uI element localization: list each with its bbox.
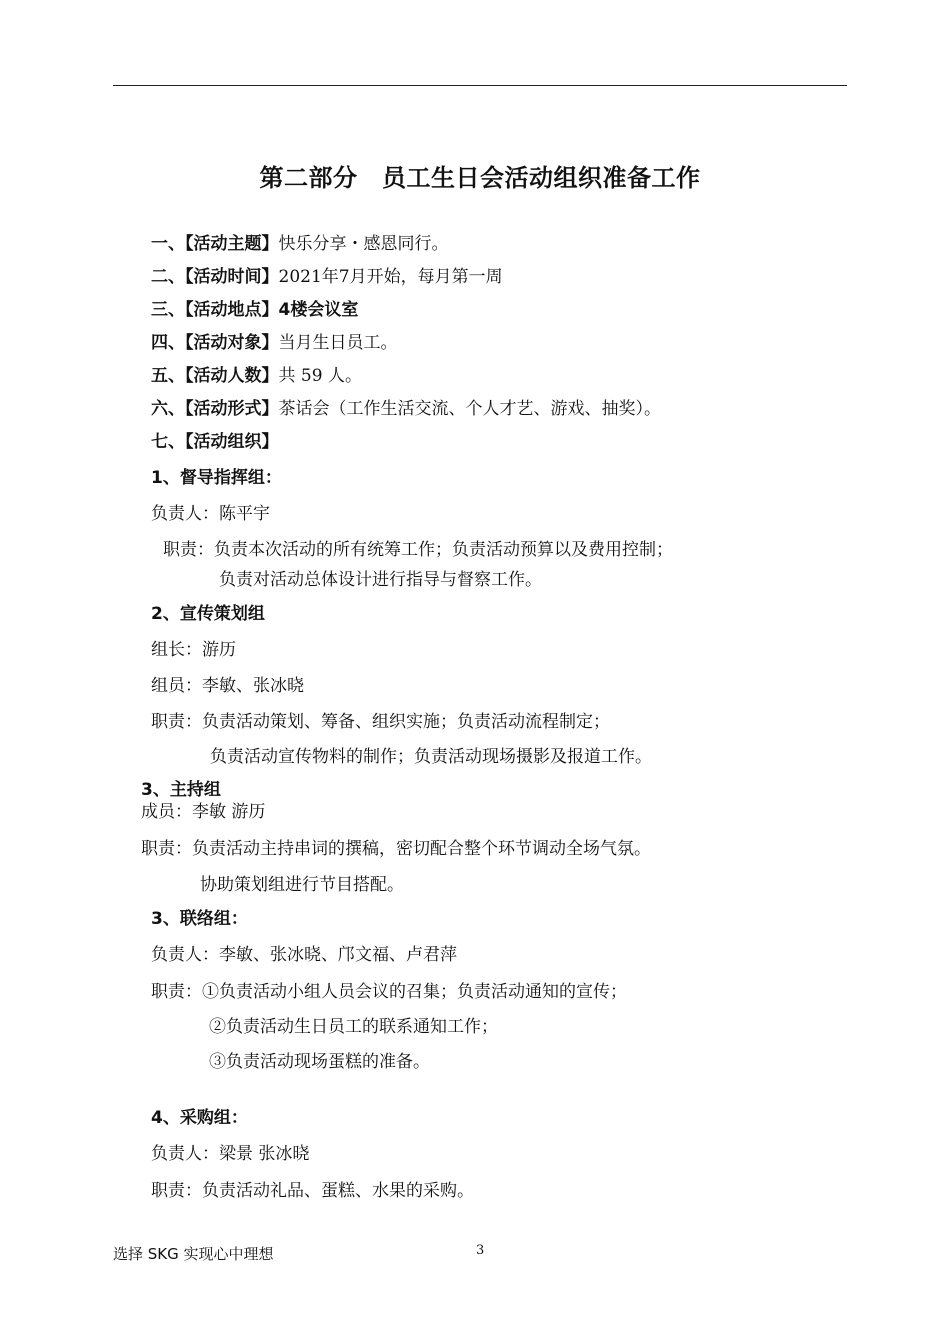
page-number: 3 — [476, 1243, 485, 1258]
group-duty: ②负责活动生日员工的联系通知工作； — [209, 1017, 498, 1037]
item-time — [151, 266, 503, 288]
page-title: 第二部分 员工生日会活动组织准备工作 — [259, 164, 701, 192]
group-heading-planning: 2、宣传策划组 — [151, 604, 265, 624]
header-rule — [113, 85, 847, 86]
group-duty: 职责：负责活动主持串词的撰稿，密切配合整个环节调动全场气氛。 — [141, 839, 651, 859]
item-number: 一、 — [151, 234, 185, 254]
item-label: 【活动人数】 — [185, 366, 279, 386]
item-text: 2021年7月开始，每月第一周 — [278, 267, 503, 287]
group-duty: 职责：负责活动策划、筹备、组织实施；负责活动流程制定； — [151, 712, 610, 732]
group-leader: 负责人：梁景 张冰晓 — [151, 1144, 310, 1164]
item-label: 【活动主题】 — [185, 234, 279, 254]
item-label: 【活动组织】 — [185, 432, 279, 452]
item-label: 【活动形式】 — [185, 399, 279, 419]
item-format — [151, 398, 661, 420]
item-label: 【活动对象】 — [185, 333, 279, 353]
item-theme — [151, 233, 449, 255]
group-heading-purchasing: 4、采购组： — [151, 1108, 248, 1128]
item-label: 【活动地点】 — [185, 300, 279, 320]
group-duty: 职责：①负责活动小组人员会议的召集；负责活动通知的宣传； — [151, 982, 627, 1002]
group-members: 成员：李敏 游历 — [141, 802, 266, 822]
group-members: 组员：李敏、张冰晓 — [151, 676, 304, 696]
item-text: 4楼会议室 — [278, 300, 359, 320]
item-number: 二、 — [151, 267, 185, 287]
item-number: 七、 — [151, 432, 185, 452]
group-duty: 职责：负责本次活动的所有统筹工作；负责活动预算以及费用控制； — [163, 540, 673, 560]
item-headcount — [151, 365, 362, 387]
group-leader: 负责人：李敏、张冰晓、邝文福、卢君萍 — [151, 945, 457, 965]
item-label: 【活动时间】 — [185, 267, 279, 287]
group-duty: ③负责活动现场蛋糕的准备。 — [209, 1052, 430, 1072]
group-leader: 负责人：陈平宇 — [151, 504, 270, 524]
footer-slogan: 选择 SKG 实现心中理想 — [113, 1245, 274, 1263]
item-number: 五、 — [151, 366, 185, 386]
item-number: 三、 — [151, 300, 185, 320]
item-audience — [151, 332, 398, 354]
item-number: 六、 — [151, 399, 185, 419]
group-duty: 职责：负责活动礼品、蛋糕、水果的采购。 — [151, 1181, 474, 1201]
group-duty: 负责活动宣传物料的制作；负责活动现场摄影及报道工作。 — [210, 747, 652, 767]
item-text: 当月生日员工。 — [278, 333, 398, 353]
item-number: 四、 — [151, 333, 185, 353]
item-text: 共 59 人。 — [278, 366, 362, 386]
item-text: 快乐分享・感恩同行。 — [278, 234, 449, 254]
group-heading-supervision: 1、督导指挥组： — [151, 468, 282, 488]
group-duty: 负责对活动总体设计进行指导与督察工作。 — [219, 570, 542, 590]
item-organization — [151, 431, 279, 453]
group-duty: 协助策划组进行节目搭配。 — [200, 875, 404, 895]
group-heading-host: 3、主持组 — [141, 780, 221, 800]
group-heading-liaison: 3、联络组： — [151, 909, 248, 929]
item-text: 茶话会（工作生活交流、个人才艺、游戏、抽奖）。 — [278, 399, 661, 419]
item-location — [151, 299, 358, 321]
group-leader: 组长：游历 — [151, 640, 236, 660]
